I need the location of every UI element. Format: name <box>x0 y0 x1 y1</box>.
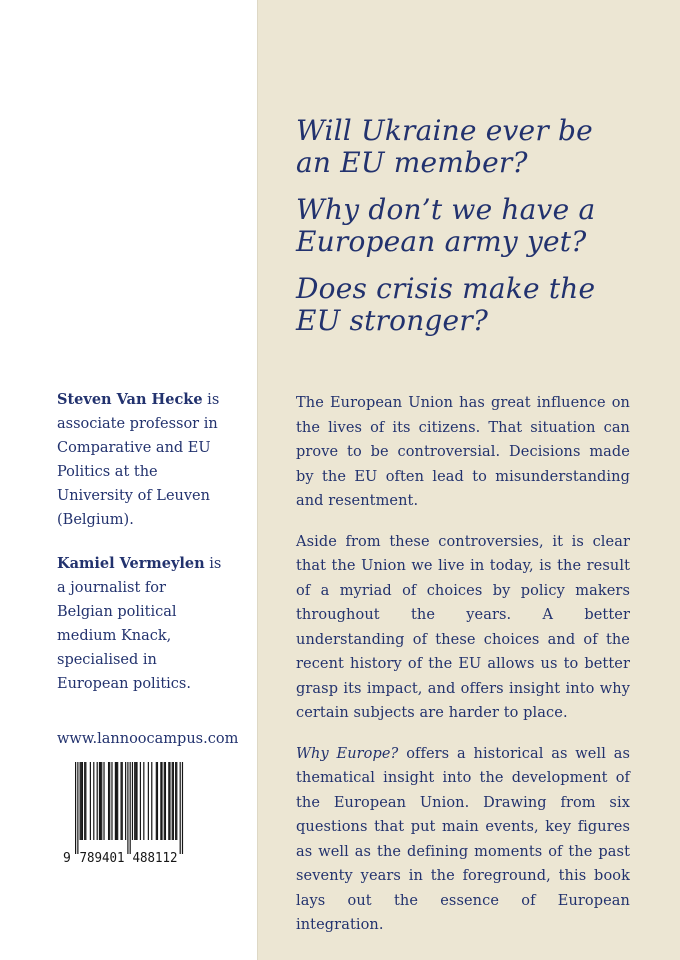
cream-panel <box>257 0 680 960</box>
author-bio-1 <box>57 388 225 532</box>
author-name-1: Steven Van Hecke <box>57 391 203 408</box>
author-bio-1-text: is associate professor in Comparative and EU Politics at the University of Leuven (Belgium). <box>57 392 220 528</box>
svg-text:789401: 789401 <box>79 851 125 864</box>
blurb-paragraph-1: The European Union has great influence on the lives of its citizens. That situation can prove to be controversial. Decisions made by the EU often lead to misunderstanding and resentment. <box>296 395 630 509</box>
tagline-question-3: Does crisis make the EU stronger? <box>296 272 596 337</box>
tagline-question-1: Will Ukraine ever be an EU member? <box>296 114 593 179</box>
blurb-paragraph-2: Aside from these controversies, it is clear that the Union we live in today, is the result of a myriad of choices by policy makers throughout the years. A better understanding of these choices and of the recent history of the EU allows us to better grasp its impact, and offers insight into why certain subjects are harder to place. <box>296 533 630 721</box>
tagline-question-2: Why don’t we have a European army yet? <box>296 193 596 258</box>
book-title-reference: Why Europe? <box>296 745 399 762</box>
author-bio-2 <box>57 552 225 696</box>
back-cover-blurb <box>296 391 630 954</box>
publisher-website: www.lannoocampus.com <box>57 731 239 747</box>
tagline-questions <box>296 115 626 352</box>
blurb-paragraph-3-text: offers a historical as well as thematical insight into the development of the European Union. Drawing from six questions that put main events, key figures as well as the defining moments of the past seventy years in the foreground, this book lays out the essence of European integration. <box>296 745 631 933</box>
svg-text:9: 9 <box>63 851 71 864</box>
author-bio-2-text: is a journalist for Belgian political medium Knack, specialised in European politics. <box>57 556 222 692</box>
author-name-2: Kamiel Vermeylen <box>57 555 205 572</box>
author-bios <box>57 388 225 716</box>
svg-text:488112: 488112 <box>132 851 178 864</box>
isbn-ean13-barcode <box>62 762 197 864</box>
blurb-paragraph-3 <box>296 742 630 938</box>
